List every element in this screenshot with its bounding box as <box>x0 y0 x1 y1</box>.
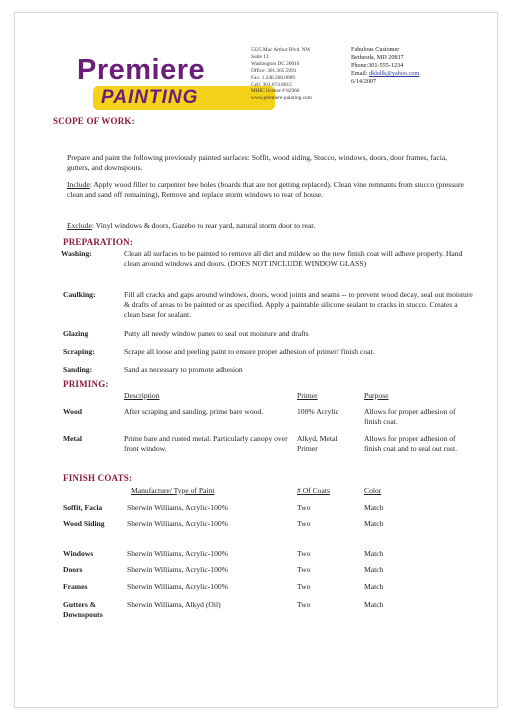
scope-intro: Prepare and paint the following previously painted surfaces: Soffit, wood siding, Stucco, windows, doors, door frames, facia, gutters, and downspouts. <box>67 153 448 172</box>
address-line: Fax: 1.240.208.0689 <box>251 74 295 81</box>
preparation-heading: PREPARATION: <box>63 237 134 247</box>
client-date: 6/14/2007 <box>351 78 377 85</box>
finish-label-doors: Doors <box>63 565 83 574</box>
finish-paint-soffit: Sherwin Williams, Acrylic-100% <box>127 503 228 512</box>
finish-label-soffit: Soffit, Facia <box>63 503 103 512</box>
finish-label-windows: Windows <box>63 549 94 558</box>
finish-header-color: Color <box>364 486 382 495</box>
priming-heading: PRIMING: <box>63 379 109 389</box>
priming-description-metal: Prime bare and rusted metal. Particularly canopy over front window. <box>124 434 288 453</box>
client-email-line <box>351 70 419 78</box>
finish-coats-windows: Two <box>297 549 311 558</box>
priming-header-purpose: Purpose <box>364 391 389 400</box>
client-phone: Phone:301-555-1234 <box>351 62 404 69</box>
finish-label-gutters: Gutters & Downspouts <box>63 600 103 619</box>
company-address <box>251 47 312 102</box>
priming-purpose-metal: Allows for proper adhesion of finish coat and to seal out rust. <box>364 434 458 453</box>
client-email-link[interactable]: dkkdlk@yahoo.com <box>369 70 420 77</box>
client-city: Bethesda, MD 20817 <box>351 54 404 61</box>
prep-text-washing: Clean all surfaces to be painted to remove all dirt and mildew so the new finish coat will adhere properly. Hand clean around windows and doors. (DOES NOT INCLUDE WINDOW GLASS) <box>124 249 463 268</box>
finish-header-coats: # Of Coats <box>297 486 330 495</box>
client-email-label: Email: <box>351 70 368 77</box>
prep-label-washing: Washing: <box>61 249 92 258</box>
priming-label-wood: Wood <box>63 407 82 416</box>
priming-header-description: Description <box>124 391 160 400</box>
address-line: Cell: 301.674.8015 <box>251 81 292 88</box>
logo-line1: Premiere <box>77 54 206 86</box>
finish-coats-doors: Two <box>297 565 311 574</box>
finish-paint-doors: Sherwin Williams, Acrylic-100% <box>127 565 228 574</box>
include-label: Include <box>67 180 90 189</box>
scope-exclude <box>67 221 467 231</box>
address-line: www.premiere-painting.com <box>251 95 312 102</box>
finish-color-soffit: Match <box>364 503 384 512</box>
finish-header-paint: Manufacture/ Type of Paint <box>131 486 215 495</box>
finish-label-frames: Frames <box>63 582 88 591</box>
prep-text-sanding: Sand as necessary to promote adhesion <box>124 365 243 374</box>
finish-color-windows: Match <box>364 549 384 558</box>
finish-color-frames: Match <box>364 582 384 591</box>
exclude-label: Exclude <box>67 221 92 230</box>
priming-label-metal: Metal <box>63 434 82 443</box>
exclude-text: : Vinyl windows & doors, Gazebo to rear yard, natural storm door to rear. <box>91 221 316 230</box>
prep-text-glazing: Putty all needy window panes to seal out moisture and drafts <box>124 329 309 338</box>
priming-primer-wood: 100% Acrylic <box>297 407 339 416</box>
finish-color-gutters: Match <box>364 600 384 609</box>
finish-color-doors: Match <box>364 565 384 574</box>
finish-coats-gutters: Two <box>297 600 311 609</box>
client-name: Fabulous Customer <box>351 46 400 53</box>
priming-purpose-wood: Allows for proper adhesion of finish coat. <box>364 407 456 426</box>
company-logo <box>65 55 275 113</box>
finish-coats-soffit: Two <box>297 503 311 512</box>
address-line: MHIC license # 82960 <box>251 88 300 95</box>
finish-paint-siding: Sherwin Williams, Acrylic-100% <box>127 519 228 528</box>
prep-text-caulking: Fill all cracks and gaps around windows, doors, wood joints and seams -- to prevent wood decay, seal out moisture & drafts of areas to be painted or as specified. Apply a paintable silicone sealant to cracks in stucco. Creates a clean base for sealant. <box>124 290 473 319</box>
finish-paint-gutters: Sherwin Williams, Alkyd (Oil) <box>127 600 221 609</box>
finish-label-siding: Wood Siding <box>63 519 105 528</box>
prep-label-glazing: Glazing <box>63 329 89 338</box>
prep-text-scraping: Scrape all loose and peeling paint to ensure proper adhesion of primer/ finish coat. <box>124 347 375 356</box>
address-line: Suite 13 <box>251 53 269 60</box>
address-line: Office: 301.365.5991 <box>251 67 297 74</box>
include-text: : Apply wood filler to carpenter bee holes (boards that are not getting replaced). Clean vine remnants from stucco (pressure clean and sand off remaining), Remove and replace storm windows to rear of house. <box>67 180 464 199</box>
finish-paint-windows: Sherwin Williams, Acrylic-100% <box>127 549 228 558</box>
address-line: 5325 Mac Arthur Blvd. NW <box>251 47 311 53</box>
finish-paint-frames: Sherwin Williams, Acrylic-100% <box>127 582 228 591</box>
scope-heading: SCOPE OF WORK: <box>53 116 135 126</box>
scope-include <box>67 180 467 200</box>
client-info <box>351 46 419 86</box>
prep-label-scraping: Scraping: <box>63 347 95 356</box>
prep-label-sanding: Sanding: <box>63 365 93 374</box>
logo-line2: PAINTING <box>101 87 199 108</box>
priming-primer-metal: Alkyd, Metal Primer <box>297 434 338 453</box>
finish-coats-siding: Two <box>297 519 311 528</box>
priming-header-primer: Primer <box>297 391 318 400</box>
priming-description-wood: After scraping and sanding, prime bare wood. <box>124 407 264 416</box>
finish-color-siding: Match <box>364 519 384 528</box>
document-page <box>14 12 498 708</box>
address-line: Washington DC 20016 <box>251 60 300 67</box>
prep-label-caulking: Caulking: <box>63 290 96 299</box>
finish-coats-frames: Two <box>297 582 311 591</box>
finish-heading: FINISH COATS: <box>63 473 133 483</box>
